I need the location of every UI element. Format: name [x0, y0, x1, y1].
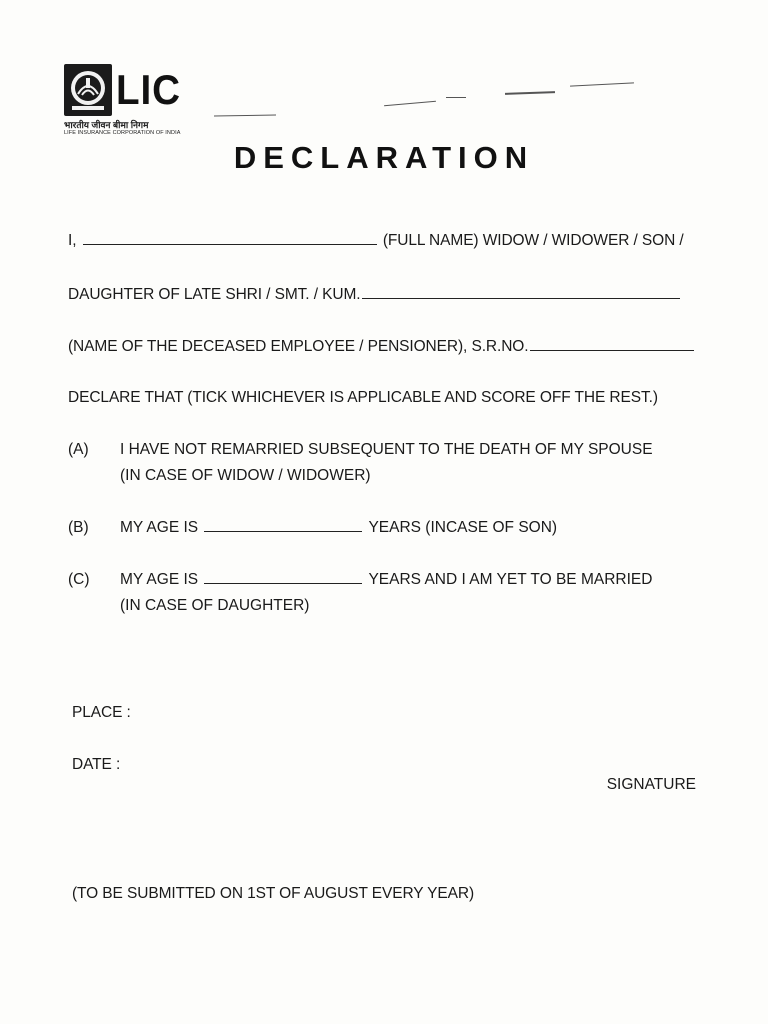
daughter-age-blank[interactable] [204, 582, 362, 584]
scan-mark [570, 82, 634, 86]
sr-no-blank[interactable] [530, 349, 694, 351]
deceased-employee-line [68, 338, 696, 356]
item-c-label: (C) [68, 571, 90, 588]
item-b-text [120, 515, 557, 541]
page-title: DECLARATION [233, 140, 535, 175]
item-b-prefix: MY AGE IS [120, 519, 199, 536]
scan-mark [384, 101, 436, 107]
item-c-text [120, 567, 652, 619]
full-name-blank[interactable] [83, 243, 377, 245]
submission-note: (TO BE SUBMITTED ON 1ST OF AUGUST EVERY YEAR) [72, 885, 475, 902]
lic-emblem-icon [64, 64, 112, 116]
place-label: PLACE : [72, 704, 131, 721]
lic-hindi-name: भारतीय जीवन बीमा निगम [64, 120, 149, 130]
line3-prefix: (NAME OF THE DECEASED EMPLOYEE / PENSIONER), S.R.NO. [68, 338, 529, 355]
line2-prefix: DAUGHTER OF LATE SHRI / SMT. / KUM. [68, 286, 361, 303]
son-age-blank[interactable] [204, 530, 362, 532]
deceased-name-blank[interactable] [362, 297, 680, 299]
signature-label: SIGNATURE [606, 776, 696, 793]
item-c-line2: (IN CASE OF DAUGHTER) [120, 597, 310, 614]
deceased-parent-line [68, 286, 682, 304]
lic-logo [64, 64, 188, 138]
item-a-line1: I HAVE NOT REMARRIED SUBSEQUENT TO THE DEATH OF MY SPOUSE [120, 441, 653, 458]
date-label: DATE : [72, 756, 121, 773]
full-name-line [68, 232, 684, 250]
line1-prefix: I, [68, 232, 77, 249]
item-b-suffix: YEARS (INCASE OF SON) [368, 519, 558, 536]
lic-logo-text: LIC [116, 66, 182, 113]
item-b-label: (B) [68, 519, 89, 536]
item-c-suffix: YEARS AND I AM YET TO BE MARRIED [368, 571, 653, 588]
item-a-text [120, 437, 653, 489]
scan-mark [214, 114, 276, 116]
line1-suffix: (FULL NAME) WIDOW / WIDOWER / SON / [382, 232, 684, 249]
scan-mark [505, 91, 555, 95]
item-a-line2: (IN CASE OF WIDOW / WIDOWER) [120, 467, 371, 484]
declare-line: DECLARE THAT (TICK WHICHEVER IS APPLICABLE AND SCORE OFF THE REST.) [68, 389, 658, 406]
item-a-label: (A) [68, 441, 89, 458]
item-c-prefix: MY AGE IS [120, 571, 199, 588]
lic-english-name: LIFE INSURANCE CORPORATION OF INDIA [64, 130, 181, 136]
scan-mark [446, 97, 466, 98]
